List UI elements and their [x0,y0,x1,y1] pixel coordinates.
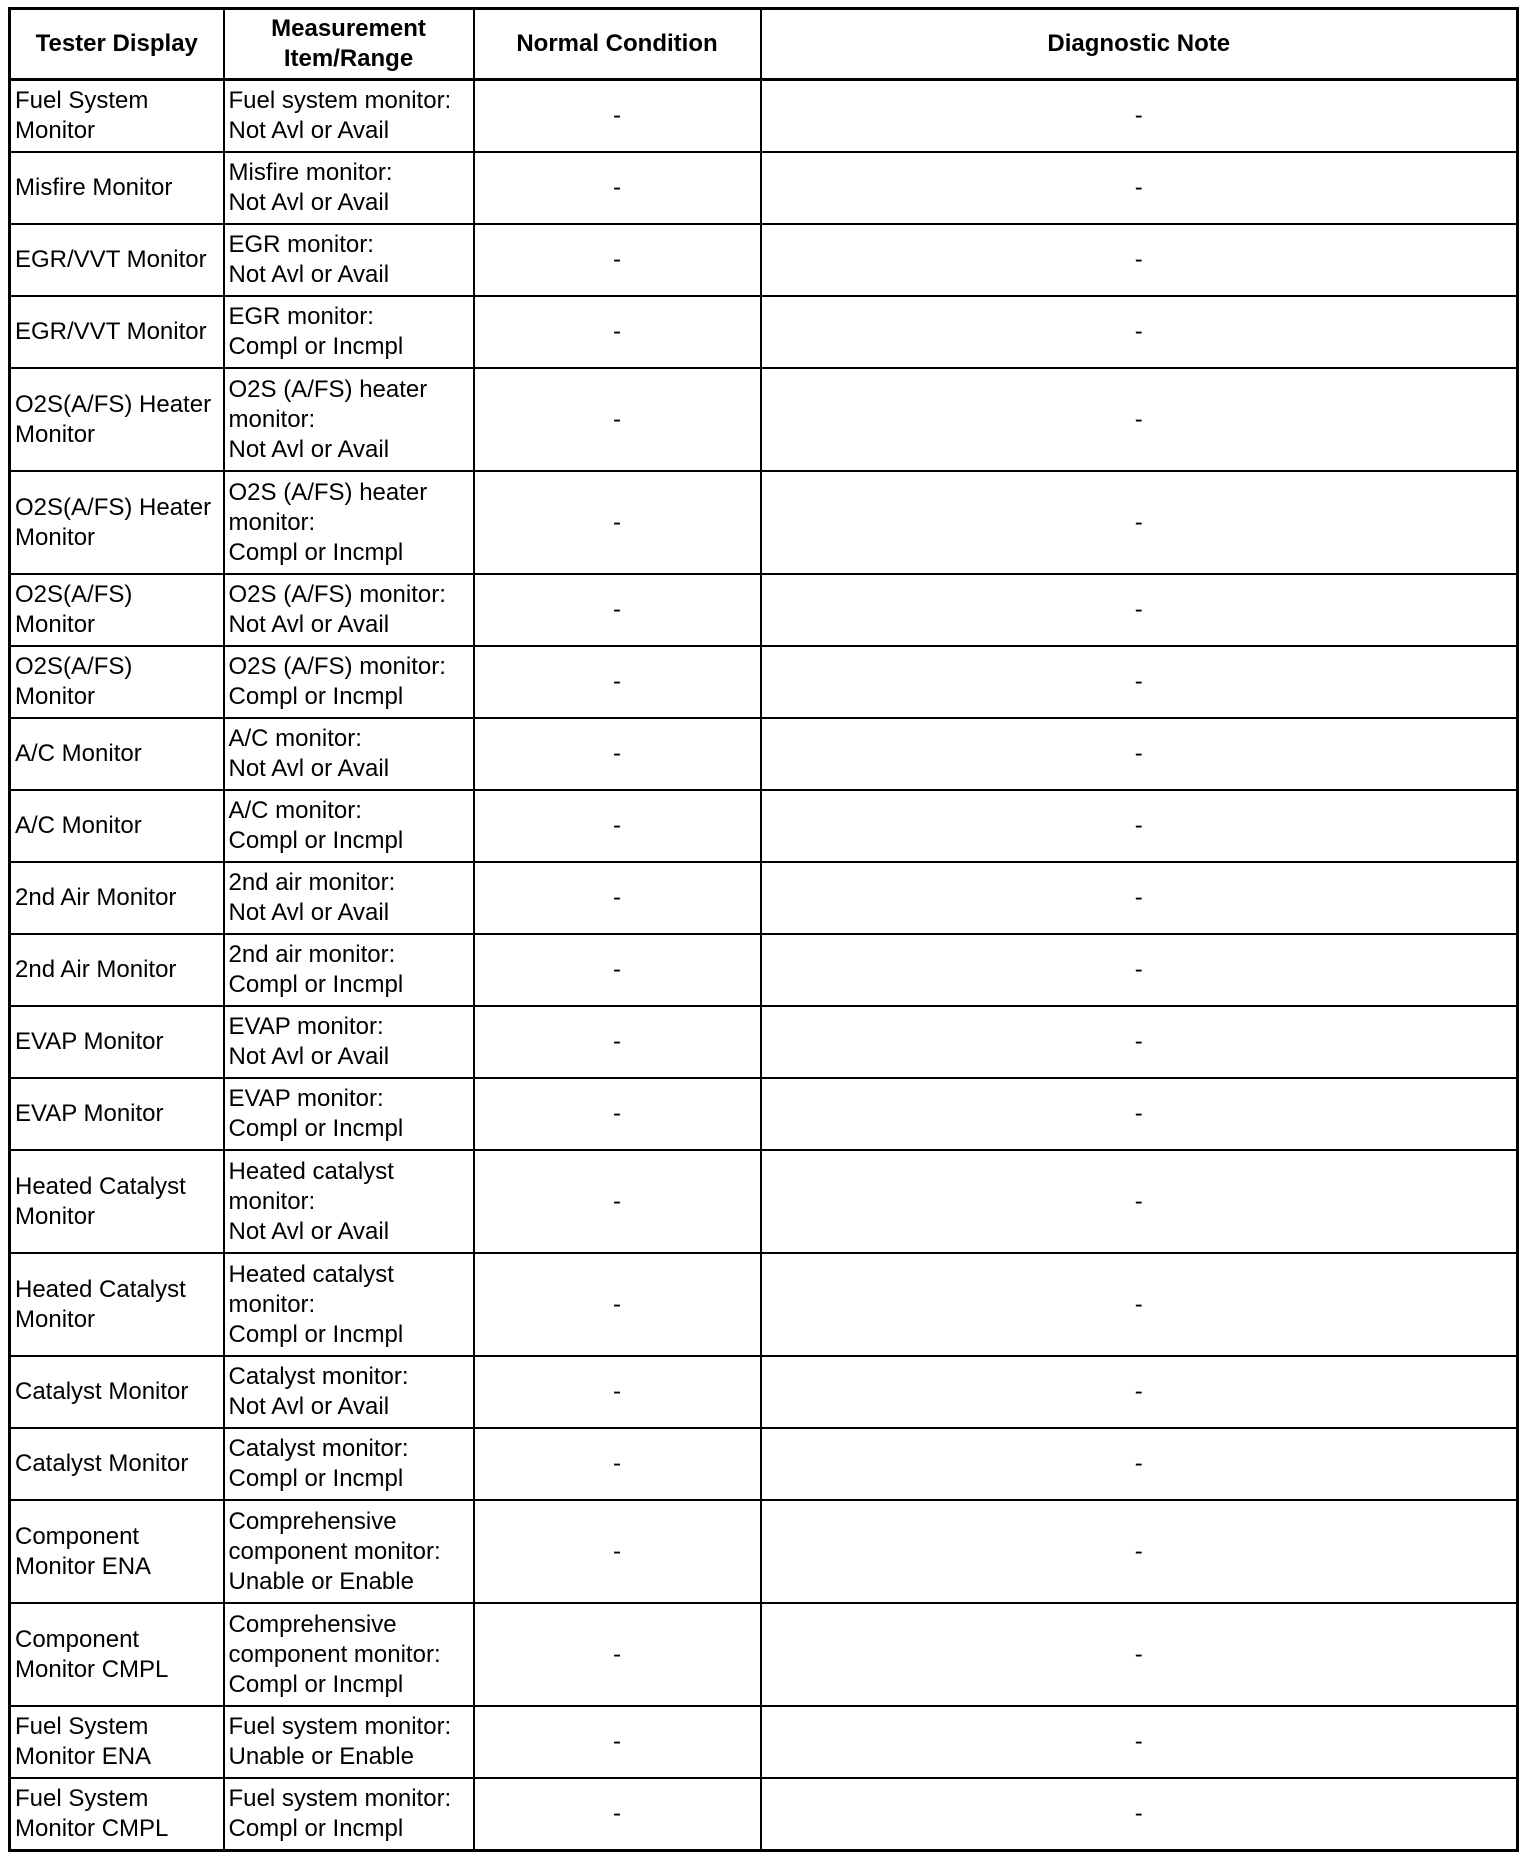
measurement-item-cell-text: 2nd air monitor: Compl or Incmpl [228,941,404,998]
tester-display-cell-text: Heated Catalyst Monitor [15,1275,186,1333]
tester-display-cell [10,862,224,934]
tester-display-cell-text: Component Monitor CMPL [15,1625,169,1683]
measurement-item-cell [224,574,474,646]
diagnostic-note-cell [761,1006,1518,1078]
table-row [10,718,1518,790]
normal-condition-cell-text: - [613,596,621,623]
normal-condition-cell [474,296,761,368]
diagnostic-note-cell [761,1603,1518,1706]
measurement-item-cell-text: O2S (A/FS) monitor: Not Avl or Avail [228,581,446,638]
diagnostic-note-cell-text: - [1134,1100,1143,1127]
normal-condition-cell [474,574,761,646]
table-row [10,471,1518,574]
measurement-item-cell [224,1500,474,1603]
tester-display-cell [10,934,224,1006]
measurement-item-cell [224,152,474,224]
normal-condition-cell-text: - [613,246,621,273]
table-row [10,1006,1518,1078]
tester-display-cell-text: O2S(A/FS) Heater Monitor [15,390,212,448]
monitor-status-table-container [8,7,1516,1852]
table-row [10,574,1518,646]
diagnostic-note-cell-text: - [1134,318,1143,345]
table-row [10,1356,1518,1428]
tester-display-cell [10,368,224,471]
diagnostic-note-cell-text: - [1134,508,1143,536]
table-row [10,1500,1518,1603]
normal-condition-cell [474,1706,761,1778]
diagnostic-note-cell [761,368,1518,471]
normal-condition-cell-text: - [613,1378,621,1405]
tester-display-cell [10,574,224,646]
tester-display-cell-text: 2nd Air Monitor [15,884,177,911]
tester-display-cell-text: Heated Catalyst Monitor [15,1172,186,1230]
table-row [10,80,1518,153]
diagnostic-note-cell [761,1500,1518,1603]
tester-display-cell-text: A/C Monitor [15,812,142,839]
table-row [10,296,1518,368]
table-row [10,790,1518,862]
measurement-item-cell [224,1603,474,1706]
measurement-item-cell-text: Misfire monitor: Not Avl or Avail [228,159,393,216]
normal-condition-cell-text: - [613,405,621,433]
tester-display-cell-text: Component Monitor ENA [15,1522,152,1580]
normal-condition-cell-text: - [613,1728,621,1755]
tester-display-cell-text: Misfire Monitor [15,174,173,201]
tester-display-cell [10,1500,224,1603]
table-row [10,1706,1518,1778]
measurement-item-cell [224,1078,474,1150]
table-row [10,862,1518,934]
table-row [10,934,1518,1006]
header-tester-display: Tester Display [10,9,224,80]
measurement-item-cell-text: Fuel system monitor: Compl or Incmpl [228,1785,452,1842]
normal-condition-cell-text: - [613,1290,621,1318]
normal-condition-cell [474,1778,761,1851]
diagnostic-note-cell-text: - [1134,1378,1143,1405]
normal-condition-cell-text: - [613,668,621,695]
normal-condition-cell [474,718,761,790]
normal-condition-cell [474,1356,761,1428]
diagnostic-note-cell [761,296,1518,368]
normal-condition-cell [474,1428,761,1500]
table-row [10,1428,1518,1500]
tester-display-cell [10,1356,224,1428]
tester-display-cell-text: EVAP Monitor [15,1100,164,1127]
normal-condition-cell [474,224,761,296]
table-row [10,368,1518,471]
measurement-item-cell-text: EVAP monitor: Compl or Incmpl [228,1085,404,1142]
diagnostic-note-cell [761,1253,1518,1356]
measurement-item-cell-text: A/C monitor: Compl or Incmpl [228,797,404,854]
measurement-item-cell-text: O2S (A/FS) heater monitor: Not Avl or Avail [228,375,428,463]
tester-display-cell-text: O2S(A/FS) Monitor [15,581,133,638]
measurement-item-cell [224,368,474,471]
normal-condition-cell [474,1500,761,1603]
diagnostic-note-cell-text: - [1134,596,1143,623]
measurement-item-cell-text: EVAP monitor: Not Avl or Avail [228,1013,390,1070]
measurement-item-cell [224,1253,474,1356]
normal-condition-cell [474,790,761,862]
normal-condition-cell-text: - [613,884,621,911]
measurement-item-cell [224,646,474,718]
tester-display-cell-text: Fuel System Monitor CMPL [15,1785,169,1842]
diagnostic-note-cell [761,646,1518,718]
tester-display-cell [10,1253,224,1356]
measurement-item-cell-text: 2nd air monitor: Not Avl or Avail [228,869,396,926]
measurement-item-cell [224,790,474,862]
tester-display-cell-text: EGR/VVT Monitor [15,246,207,273]
measurement-item-cell-text: Heated catalyst monitor: Not Avl or Avail [228,1157,394,1245]
tester-display-cell [10,1428,224,1500]
normal-condition-cell [474,934,761,1006]
normal-condition-cell-text: - [613,1537,621,1565]
measurement-item-cell [224,471,474,574]
table-row [10,1253,1518,1356]
normal-condition-cell-text: - [613,1187,621,1215]
normal-condition-cell [474,368,761,471]
normal-condition-cell [474,471,761,574]
diagnostic-note-cell-text: - [1134,1728,1143,1755]
tester-display-cell [10,1078,224,1150]
tester-display-cell-text: O2S(A/FS) Monitor [15,653,133,710]
table-header [10,9,1518,80]
measurement-item-cell [224,224,474,296]
tester-display-cell [10,1706,224,1778]
normal-condition-cell [474,646,761,718]
header-normal-condition: Normal Condition [474,9,761,80]
tester-display-cell [10,296,224,368]
tester-display-cell [10,1150,224,1253]
tester-display-cell [10,790,224,862]
measurement-item-cell-text: Fuel system monitor: Not Avl or Avail [228,87,452,144]
tester-display-cell-text: EGR/VVT Monitor [15,318,207,345]
table-row [10,1150,1518,1253]
measurement-item-cell-text: Fuel system monitor: Unable or Enable [228,1713,452,1770]
normal-condition-cell-text: - [613,956,621,983]
tester-display-cell [10,152,224,224]
measurement-item-cell-text: O2S (A/FS) heater monitor: Compl or Incmpl [228,478,428,566]
measurement-item-cell [224,1778,474,1851]
measurement-item-cell-text: Catalyst monitor: Compl or Incmpl [228,1435,409,1492]
normal-condition-cell-text: - [613,508,621,536]
tester-display-cell [10,646,224,718]
diagnostic-note-cell-text: - [1134,1450,1143,1477]
diagnostic-note-cell-text: - [1134,1640,1143,1668]
table-body [10,80,1518,1851]
measurement-item-cell [224,1356,474,1428]
tester-display-cell-text: Catalyst Monitor [15,1378,189,1405]
diagnostic-note-cell [761,224,1518,296]
table-row [10,1778,1518,1851]
tester-display-cell-text: 2nd Air Monitor [15,956,177,983]
diagnostic-note-cell [761,790,1518,862]
tester-display-cell [10,80,224,153]
diagnostic-note-cell-text: - [1134,174,1143,201]
measurement-item-cell-text: Catalyst monitor: Not Avl or Avail [228,1363,409,1420]
header-measurement-item: Measurement Item/Range [224,9,474,80]
measurement-item-cell [224,1428,474,1500]
diagnostic-note-cell [761,1778,1518,1851]
measurement-item-cell-text: Comprehensive component monitor: Compl or Incmpl [228,1610,441,1698]
header-row [10,9,1518,80]
diagnostic-note-cell [761,1428,1518,1500]
diagnostic-note-cell-text: - [1134,405,1143,433]
tester-display-cell-text: O2S(A/FS) Heater Monitor [15,493,212,551]
diagnostic-note-cell-text: - [1134,1290,1143,1318]
normal-condition-cell-text: - [613,812,621,839]
diagnostic-note-cell [761,1706,1518,1778]
diagnostic-note-cell-text: - [1134,246,1143,273]
measurement-item-cell-text: EGR monitor: Compl or Incmpl [228,303,404,360]
normal-condition-cell [474,1603,761,1706]
diagnostic-note-cell [761,1078,1518,1150]
normal-condition-cell [474,1150,761,1253]
diagnostic-note-cell [761,471,1518,574]
diagnostic-note-cell [761,934,1518,1006]
measurement-item-cell-text: O2S (A/FS) monitor: Compl or Incmpl [228,653,446,710]
measurement-item-cell [224,1006,474,1078]
measurement-item-cell [224,862,474,934]
measurement-item-cell [224,934,474,1006]
normal-condition-cell [474,1253,761,1356]
normal-condition-cell [474,1078,761,1150]
tester-display-cell-text: A/C Monitor [15,740,142,767]
normal-condition-cell-text: - [613,1028,621,1055]
diagnostic-note-cell-text: - [1134,956,1143,983]
monitor-status-table [8,7,1519,1852]
tester-display-cell [10,1006,224,1078]
diagnostic-note-cell-text: - [1134,740,1143,767]
diagnostic-note-cell-text: - [1134,1537,1143,1565]
diagnostic-note-cell [761,574,1518,646]
normal-condition-cell [474,862,761,934]
normal-condition-cell-text: - [613,740,621,767]
measurement-item-cell-text: A/C monitor: Not Avl or Avail [228,725,390,782]
measurement-item-cell [224,296,474,368]
normal-condition-cell-text: - [613,318,621,345]
tester-display-cell [10,224,224,296]
diagnostic-note-cell [761,1150,1518,1253]
measurement-item-cell-text: EGR monitor: Not Avl or Avail [228,231,390,288]
normal-condition-cell [474,152,761,224]
diagnostic-note-cell-text: - [1134,102,1143,129]
diagnostic-note-cell [761,152,1518,224]
table-row [10,152,1518,224]
measurement-item-cell-text: Comprehensive component monitor: Unable or Enable [228,1507,441,1595]
normal-condition-cell-text: - [613,1450,621,1477]
header-diagnostic-note: Diagnostic Note [761,9,1518,80]
diagnostic-note-cell [761,1356,1518,1428]
table-row [10,1078,1518,1150]
normal-condition-cell-text: - [613,102,621,129]
diagnostic-note-cell [761,80,1518,153]
normal-condition-cell-text: - [613,174,621,201]
diagnostic-note-cell-text: - [1134,884,1143,911]
diagnostic-note-cell-text: - [1134,668,1143,695]
normal-condition-cell-text: - [613,1640,621,1668]
diagnostic-note-cell-text: - [1134,1028,1143,1055]
measurement-item-cell [224,80,474,153]
diagnostic-note-cell-text: - [1134,812,1143,839]
tester-display-cell [10,471,224,574]
measurement-item-cell [224,718,474,790]
measurement-item-cell [224,1706,474,1778]
tester-display-cell [10,1778,224,1851]
diagnostic-note-cell [761,718,1518,790]
normal-condition-cell-text: - [613,1800,621,1827]
normal-condition-cell [474,1006,761,1078]
tester-display-cell [10,718,224,790]
measurement-item-cell-text: Heated catalyst monitor: Compl or Incmpl [228,1260,404,1348]
measurement-item-cell [224,1150,474,1253]
normal-condition-cell [474,80,761,153]
diagnostic-note-cell [761,862,1518,934]
tester-display-cell-text: Catalyst Monitor [15,1450,189,1477]
diagnostic-note-cell-text: - [1134,1187,1143,1215]
table-row [10,646,1518,718]
table-row [10,1603,1518,1706]
normal-condition-cell-text: - [613,1100,621,1127]
table-row [10,224,1518,296]
tester-display-cell-text: Fuel System Monitor ENA [15,1713,152,1770]
tester-display-cell [10,1603,224,1706]
tester-display-cell-text: EVAP Monitor [15,1028,164,1055]
diagnostic-note-cell-text: - [1134,1800,1143,1827]
tester-display-cell-text: Fuel System Monitor [15,87,149,144]
